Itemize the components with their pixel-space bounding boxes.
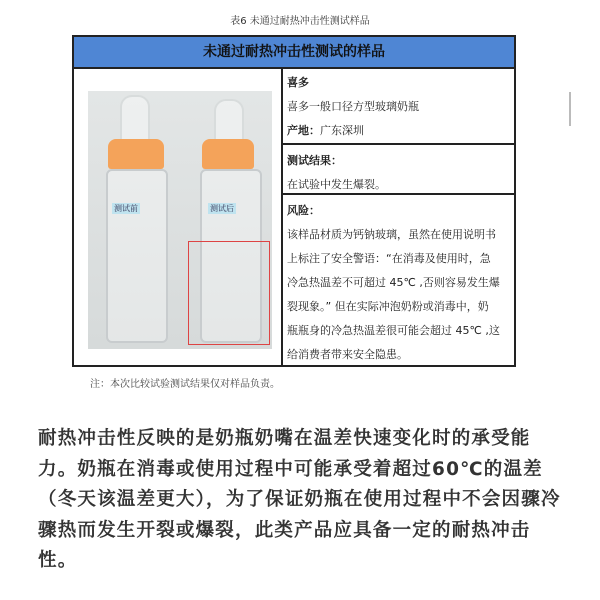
result-text: 在试验中发生爆裂。: [287, 178, 386, 191]
product-name: 喜多一般口径方型玻璃奶瓶: [287, 100, 419, 113]
risk-line: 上标注了安全警语：“在消毒及使用时，急: [287, 252, 491, 265]
label-before: 测试前: [114, 204, 138, 213]
sample-table: [72, 35, 516, 367]
risk-line: 冷急热温差不可超过 45℃ ,否则容易发生爆: [287, 276, 500, 289]
risk-label: 风险：: [287, 204, 320, 217]
label-after: 测试后: [210, 204, 234, 213]
bottle-photo: [88, 91, 272, 349]
bottle-cap: [202, 139, 254, 169]
result-cell: [281, 145, 514, 195]
risk-line: 瓶瓶身的冷急热温差很可能会超过 45℃ ,这: [287, 324, 500, 337]
bottle-cap: [108, 139, 164, 169]
body-paragraph: 耐热冲击性反映的是奶瓶奶嘴在温差快速变化时的承受能力。奶瓶在消毒或使用过程中可能承受着超过60℃的温差（冬天该温差更大），为了保证奶瓶在使用过程中不会因骤冷骤热而发生开裂或爆裂，此类产品应具备一定的耐热冲击性。: [38, 428, 561, 571]
origin-label: 产地：: [287, 124, 320, 137]
table-note: 注：本次比较试验测试结果仅对样品负责。: [90, 379, 280, 390]
origin: 广东深圳: [320, 124, 364, 137]
table-caption: 表6 未通过耐热冲击性测试样品: [230, 16, 370, 27]
result-label: 测试结果：: [287, 154, 342, 167]
product-cell: [281, 67, 514, 145]
risk-line: 该样品材质为钙钠玻璃，虽然在使用说明书: [287, 228, 496, 241]
risk-line: 给消费者带来安全隐患。: [287, 348, 408, 361]
bottle-before: [106, 169, 168, 343]
photo-cell: [74, 67, 283, 365]
risk-cell: [281, 195, 514, 365]
table-header: 未通过耐热冲击性测试的样品: [74, 37, 514, 69]
crack-highlight: [188, 241, 270, 345]
risk-line: 裂现象。” 但在实际冲泡奶粉或消毒中，奶: [287, 300, 489, 313]
brand: 喜多: [287, 76, 309, 89]
scrollbar[interactable]: [569, 92, 571, 126]
